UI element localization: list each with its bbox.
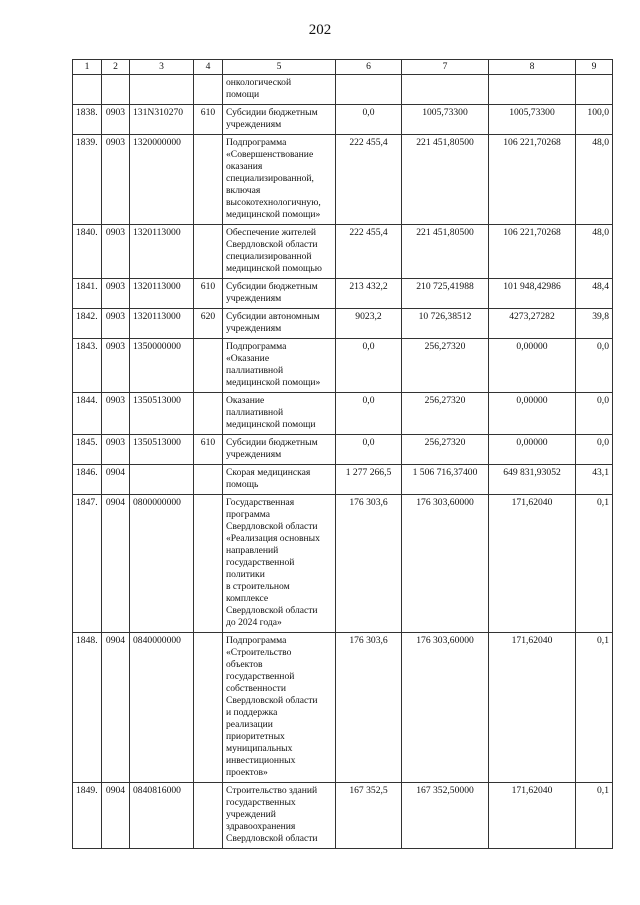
target-article-cell: 1350000000 bbox=[130, 339, 194, 393]
section-code-cell: 0903 bbox=[102, 225, 130, 279]
approved-amount-cell: 0,0 bbox=[336, 339, 402, 393]
approved-amount-cell: 222 455,4 bbox=[336, 225, 402, 279]
execution-percent-cell: 0,0 bbox=[576, 339, 613, 393]
row-number-cell: 1844. bbox=[73, 393, 102, 435]
table-row bbox=[73, 225, 613, 279]
execution-percent-cell: 0,1 bbox=[576, 495, 613, 633]
approved-amount-cell: 222 455,4 bbox=[336, 135, 402, 225]
item-name-cell: Обеспечение жителей Свердловской области специализированной медицинской помощью bbox=[223, 225, 336, 279]
item-name-cell: Строительство зданий государственных учреждений здравоохранения Свердловской области bbox=[223, 783, 336, 849]
target-article-cell: 1320113000 bbox=[130, 225, 194, 279]
row-number-cell: 1840. bbox=[73, 225, 102, 279]
item-name-cell: Скорая медицинская помощь bbox=[223, 465, 336, 495]
expense-type-cell bbox=[194, 339, 223, 393]
item-name-cell: Оказание паллиативной медицинской помощи bbox=[223, 393, 336, 435]
table-row bbox=[73, 105, 613, 135]
page-number: 202 bbox=[308, 22, 332, 38]
row-number-cell: 1842. bbox=[73, 309, 102, 339]
table-row bbox=[73, 633, 613, 783]
target-article-cell bbox=[130, 75, 194, 105]
approved-amount-cell: 0,0 bbox=[336, 393, 402, 435]
executed-amount-cell: 171,62040 bbox=[489, 495, 576, 633]
section-code-cell: 0903 bbox=[102, 105, 130, 135]
table-row bbox=[73, 495, 613, 633]
target-article-cell: 1350513000 bbox=[130, 393, 194, 435]
approved-amount-cell: 9023,2 bbox=[336, 309, 402, 339]
item-name-cell: Государственная программа Свердловской области «Реализация основных направлений государственной политики в строительном комплексе Свердловской области до 2024 года» bbox=[223, 495, 336, 633]
column-header: 4 bbox=[194, 60, 223, 75]
execution-percent-cell: 48,0 bbox=[576, 135, 613, 225]
execution-percent-cell: 0,1 bbox=[576, 633, 613, 783]
executed-amount-cell: 1005,73300 bbox=[489, 105, 576, 135]
table-row bbox=[73, 435, 613, 465]
executed-amount-cell: 106 221,70268 bbox=[489, 225, 576, 279]
approved-amount-cell: 213 432,2 bbox=[336, 279, 402, 309]
table-row bbox=[73, 783, 613, 849]
row-number-cell: 1848. bbox=[73, 633, 102, 783]
target-article-cell: 1320113000 bbox=[130, 309, 194, 339]
section-code-cell: 0904 bbox=[102, 783, 130, 849]
column-header: 2 bbox=[102, 60, 130, 75]
executed-amount-cell: 171,62040 bbox=[489, 783, 576, 849]
expense-type-cell: 610 bbox=[194, 435, 223, 465]
item-name-cell: Субсидии автономным учреждениям bbox=[223, 309, 336, 339]
execution-percent-cell: 43,1 bbox=[576, 465, 613, 495]
column-header: 8 bbox=[489, 60, 576, 75]
table-row bbox=[73, 135, 613, 225]
row-number-cell: 1849. bbox=[73, 783, 102, 849]
header-row bbox=[73, 60, 613, 75]
execution-percent-cell: 100,0 bbox=[576, 105, 613, 135]
execution-percent-cell: 48,0 bbox=[576, 225, 613, 279]
column-header: 7 bbox=[402, 60, 489, 75]
table-row bbox=[73, 393, 613, 435]
planned-amount-cell: 1 506 716,37400 bbox=[402, 465, 489, 495]
table-body bbox=[73, 75, 613, 849]
planned-amount-cell: 10 726,38512 bbox=[402, 309, 489, 339]
section-code-cell: 0903 bbox=[102, 339, 130, 393]
expense-type-cell bbox=[194, 633, 223, 783]
section-code-cell bbox=[102, 75, 130, 105]
execution-percent-cell: 0,0 bbox=[576, 393, 613, 435]
expense-type-cell bbox=[194, 75, 223, 105]
item-name-cell: Субсидии бюджетным учреждениям bbox=[223, 105, 336, 135]
planned-amount-cell: 256,27320 bbox=[402, 339, 489, 393]
section-code-cell: 0904 bbox=[102, 495, 130, 633]
row-number-cell: 1843. bbox=[73, 339, 102, 393]
target-article-cell bbox=[130, 465, 194, 495]
target-article-cell: 1320000000 bbox=[130, 135, 194, 225]
target-article-cell: 131N310270 bbox=[130, 105, 194, 135]
executed-amount-cell: 0,00000 bbox=[489, 393, 576, 435]
execution-percent-cell: 39,8 bbox=[576, 309, 613, 339]
item-name-cell: Субсидии бюджетным учреждениям bbox=[223, 435, 336, 465]
approved-amount-cell: 0,0 bbox=[336, 105, 402, 135]
planned-amount-cell: 176 303,60000 bbox=[402, 633, 489, 783]
expense-type-cell bbox=[194, 393, 223, 435]
section-code-cell: 0903 bbox=[102, 435, 130, 465]
expense-type-cell: 610 bbox=[194, 279, 223, 309]
approved-amount-cell: 0,0 bbox=[336, 435, 402, 465]
row-number-cell bbox=[73, 75, 102, 105]
planned-amount-cell: 167 352,50000 bbox=[402, 783, 489, 849]
section-code-cell: 0904 bbox=[102, 465, 130, 495]
item-name-cell: онкологической помощи bbox=[223, 75, 336, 105]
expense-type-cell bbox=[194, 225, 223, 279]
budget-table bbox=[72, 59, 613, 849]
row-number-cell: 1847. bbox=[73, 495, 102, 633]
execution-percent-cell: 48,4 bbox=[576, 279, 613, 309]
planned-amount-cell bbox=[402, 75, 489, 105]
table-row bbox=[73, 75, 613, 105]
section-code-cell: 0904 bbox=[102, 633, 130, 783]
expense-type-cell bbox=[194, 783, 223, 849]
row-number-cell: 1841. bbox=[73, 279, 102, 309]
target-article-cell: 1350513000 bbox=[130, 435, 194, 465]
row-number-cell: 1838. bbox=[73, 105, 102, 135]
table-row bbox=[73, 465, 613, 495]
target-article-cell: 0840000000 bbox=[130, 633, 194, 783]
executed-amount-cell: 0,00000 bbox=[489, 339, 576, 393]
expense-type-cell: 610 bbox=[194, 105, 223, 135]
target-article-cell: 0840816000 bbox=[130, 783, 194, 849]
column-header: 5 bbox=[223, 60, 336, 75]
row-number-cell: 1839. bbox=[73, 135, 102, 225]
executed-amount-cell: 101 948,42986 bbox=[489, 279, 576, 309]
executed-amount-cell: 106 221,70268 bbox=[489, 135, 576, 225]
planned-amount-cell: 210 725,41988 bbox=[402, 279, 489, 309]
column-header: 6 bbox=[336, 60, 402, 75]
executed-amount-cell bbox=[489, 75, 576, 105]
executed-amount-cell: 649 831,93052 bbox=[489, 465, 576, 495]
section-code-cell: 0903 bbox=[102, 309, 130, 339]
section-code-cell: 0903 bbox=[102, 279, 130, 309]
column-header: 9 bbox=[576, 60, 613, 75]
table-row bbox=[73, 279, 613, 309]
approved-amount-cell: 167 352,5 bbox=[336, 783, 402, 849]
planned-amount-cell: 256,27320 bbox=[402, 393, 489, 435]
approved-amount-cell bbox=[336, 75, 402, 105]
section-code-cell: 0903 bbox=[102, 393, 130, 435]
target-article-cell: 0800000000 bbox=[130, 495, 194, 633]
planned-amount-cell: 176 303,60000 bbox=[402, 495, 489, 633]
executed-amount-cell: 171,62040 bbox=[489, 633, 576, 783]
planned-amount-cell: 256,27320 bbox=[402, 435, 489, 465]
execution-percent-cell: 0,0 bbox=[576, 435, 613, 465]
approved-amount-cell: 176 303,6 bbox=[336, 633, 402, 783]
table-row bbox=[73, 309, 613, 339]
item-name-cell: Субсидии бюджетным учреждениям bbox=[223, 279, 336, 309]
planned-amount-cell: 221 451,80500 bbox=[402, 135, 489, 225]
approved-amount-cell: 1 277 266,5 bbox=[336, 465, 402, 495]
table-row bbox=[73, 339, 613, 393]
execution-percent-cell: 0,1 bbox=[576, 783, 613, 849]
expense-type-cell: 620 bbox=[194, 309, 223, 339]
execution-percent-cell bbox=[576, 75, 613, 105]
executed-amount-cell: 4273,27282 bbox=[489, 309, 576, 339]
item-name-cell: Подпрограмма «Оказание паллиативной медицинской помощи» bbox=[223, 339, 336, 393]
row-number-cell: 1846. bbox=[73, 465, 102, 495]
expense-type-cell bbox=[194, 135, 223, 225]
executed-amount-cell: 0,00000 bbox=[489, 435, 576, 465]
column-header: 3 bbox=[130, 60, 194, 75]
item-name-cell: Подпрограмма «Строительство объектов государственной собственности Свердловской области и поддержка реализации приоритетных муниципальных инвестиционных проектов» bbox=[223, 633, 336, 783]
column-header: 1 bbox=[73, 60, 102, 75]
target-article-cell: 1320113000 bbox=[130, 279, 194, 309]
expense-type-cell bbox=[194, 465, 223, 495]
item-name-cell: Подпрограмма «Совершенствование оказания специализированной, включая высокотехнологичную, медицинской помощи» bbox=[223, 135, 336, 225]
section-code-cell: 0903 bbox=[102, 135, 130, 225]
row-number-cell: 1845. bbox=[73, 435, 102, 465]
planned-amount-cell: 221 451,80500 bbox=[402, 225, 489, 279]
approved-amount-cell: 176 303,6 bbox=[336, 495, 402, 633]
planned-amount-cell: 1005,73300 bbox=[402, 105, 489, 135]
expense-type-cell bbox=[194, 495, 223, 633]
